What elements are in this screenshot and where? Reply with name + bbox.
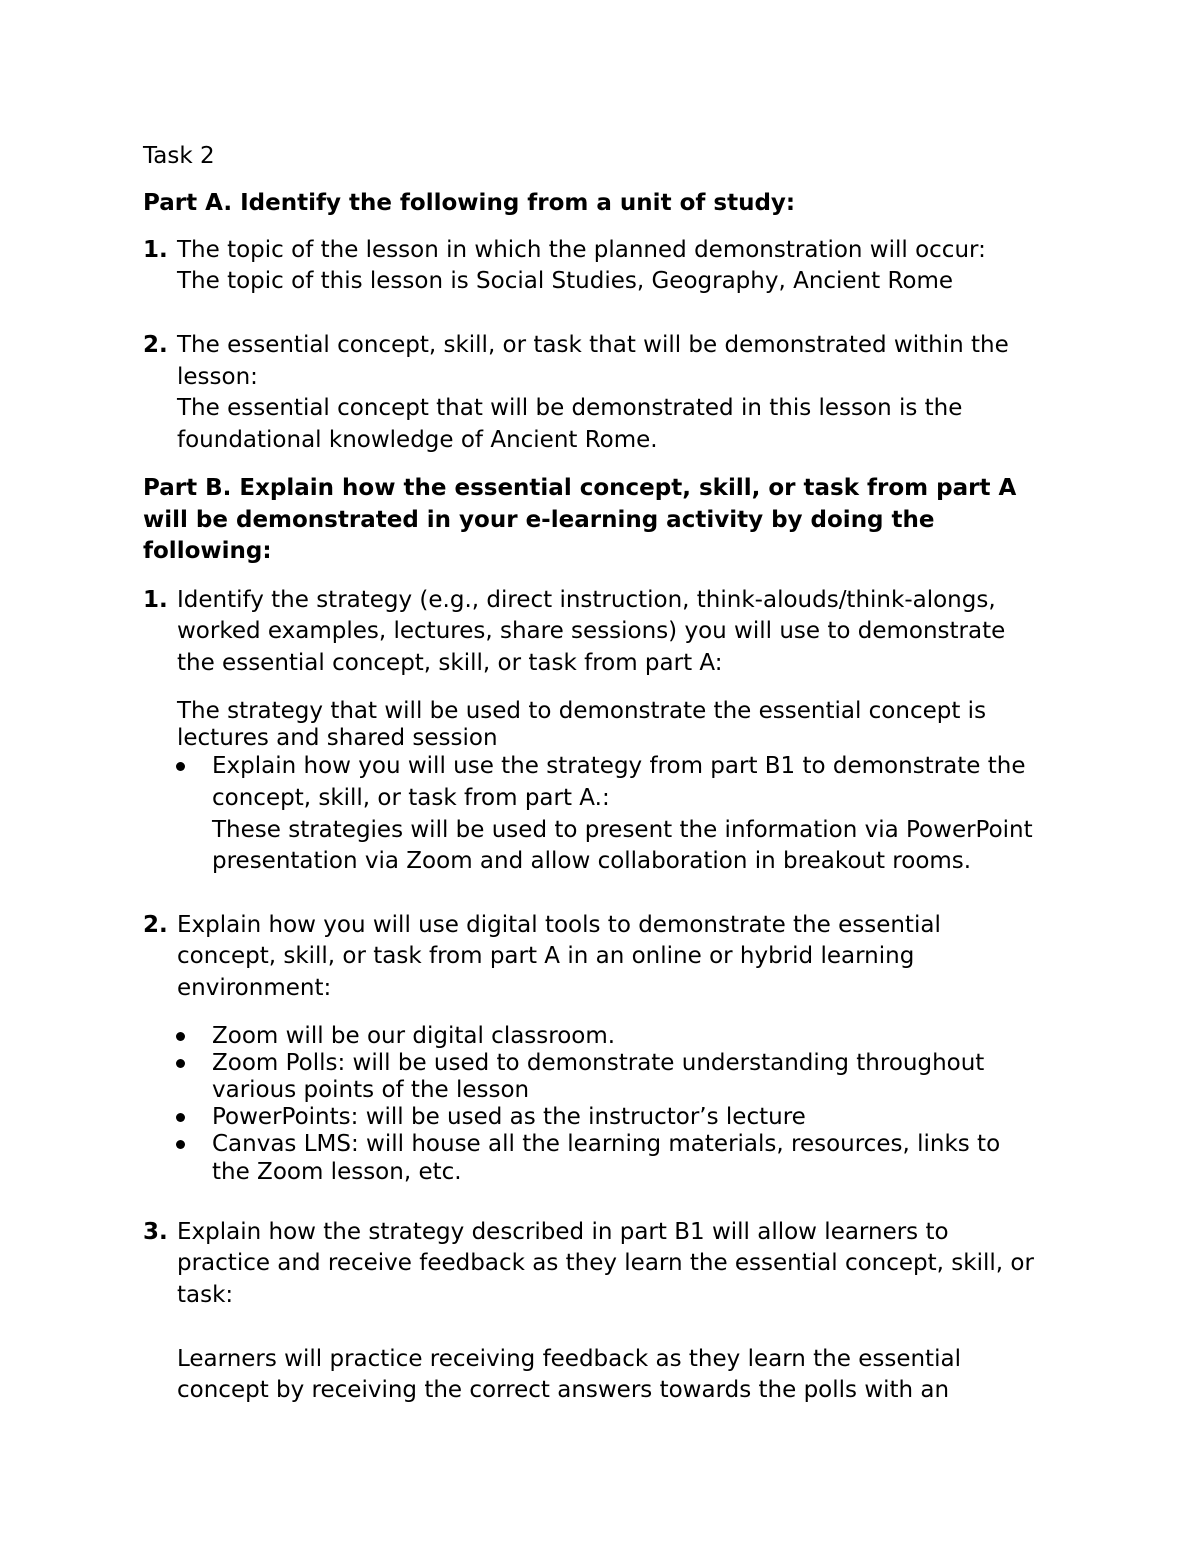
task-title: Task 2 <box>143 143 215 169</box>
bullet-icon <box>176 1113 185 1122</box>
list-item: Zoom will be our digital classroom. <box>212 1023 616 1049</box>
list-item: PowerPoints: will be used as the instructor’s lecture <box>212 1104 806 1130</box>
part-a-item-1-question: The topic of the lesson in which the planned demonstration will occur: <box>177 237 986 263</box>
part-b-item-2-question-line: concept, skill, or task from part A in an online or hybrid learning <box>177 943 915 969</box>
list-item-continuation: various points of the lesson <box>212 1077 530 1103</box>
part-b-item-2-question-line: Explain how you will use digital tools to demonstrate the essential <box>177 912 941 938</box>
part-b-heading-line: Part B. Explain how the essential concept, skill, or task from part A <box>143 475 1017 501</box>
list-item-continuation: the Zoom lesson, etc. <box>212 1159 462 1185</box>
list-item: Zoom Polls: will be used to demonstrate understanding throughout <box>212 1050 985 1076</box>
part-b-item-3-answer-line: concept by receiving the correct answers towards the polls with an <box>177 1377 950 1403</box>
bullet-icon <box>176 762 185 771</box>
part-b-item-1-question-line: Identify the strategy (e.g., direct instruction, think-alouds/think-alongs, <box>177 587 996 613</box>
item-number: 3. <box>143 1219 168 1245</box>
part-a-item-2-answer-line: foundational knowledge of Ancient Rome. <box>177 427 658 453</box>
part-b-item-1-sub-answer-line: These strategies will be used to present the information via PowerPoint <box>212 817 1033 843</box>
part-b-item-2-question-line: environment: <box>177 975 332 1001</box>
item-number: 2. <box>143 332 168 358</box>
part-b-item-1-sub-question-line: Explain how you will use the strategy from part B1 to demonstrate the <box>212 753 1026 779</box>
list-item: Canvas LMS: will house all the learning materials, resources, links to <box>212 1131 1001 1157</box>
part-a-item-2-answer-line: The essential concept that will be demonstrated in this lesson is the <box>177 395 963 421</box>
part-b-item-3-question-line: Explain how the strategy described in part B1 will allow learners to <box>177 1219 949 1245</box>
part-b-item-1-sub-answer-line: presentation via Zoom and allow collaboration in breakout rooms. <box>212 848 972 874</box>
bullet-icon <box>176 1140 185 1149</box>
part-a-heading: Part A. Identify the following from a unit of study: <box>143 190 796 216</box>
part-b-item-1-answer-line: lectures and shared session <box>177 725 498 751</box>
item-number: 2. <box>143 912 168 938</box>
bullet-icon <box>176 1059 185 1068</box>
part-b-item-3-question-line: practice and receive feedback as they learn the essential concept, skill, or <box>177 1250 1034 1276</box>
item-number: 1. <box>143 587 168 613</box>
part-a-item-1-answer: The topic of this lesson is Social Studies, Geography, Ancient Rome <box>177 268 954 294</box>
part-a-item-2-question-line: lesson: <box>177 364 258 390</box>
part-b-item-1-sub-question-line: concept, skill, or task from part A.: <box>212 785 610 811</box>
item-number: 1. <box>143 237 168 263</box>
part-b-item-1-question-line: the essential concept, skill, or task from part A: <box>177 650 723 676</box>
part-b-item-1-question-line: worked examples, lectures, share sessions) you will use to demonstrate <box>177 618 1006 644</box>
part-b-item-3-answer-line: Learners will practice receiving feedback as they learn the essential <box>177 1346 961 1372</box>
bullet-icon <box>176 1032 185 1041</box>
part-b-heading-line: following: <box>143 538 272 564</box>
part-b-item-1-answer-line: The strategy that will be used to demonstrate the essential concept is <box>177 698 987 724</box>
part-b-heading-line: will be demonstrated in your e-learning activity by doing the <box>143 507 935 533</box>
part-a-item-2-question-line: The essential concept, skill, or task that will be demonstrated within the <box>177 332 1009 358</box>
part-b-item-3-question-line: task: <box>177 1282 234 1308</box>
